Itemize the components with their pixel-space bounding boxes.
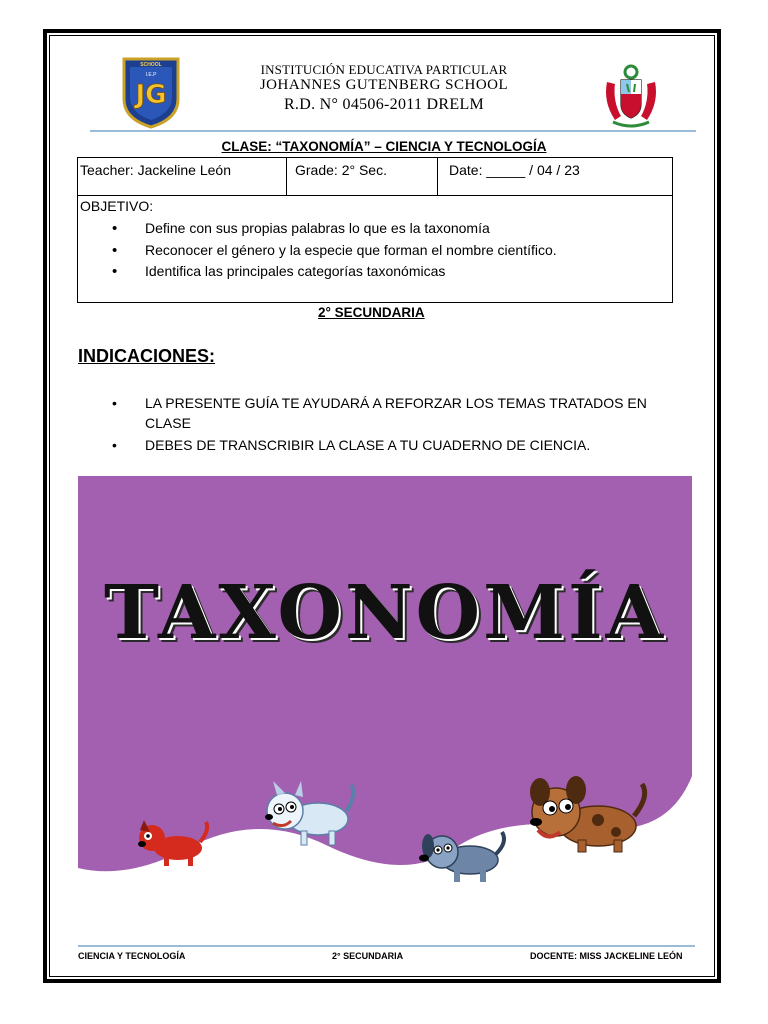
resolution-number: R.D. N° 04506-2011 DRELM — [283, 96, 485, 113]
section-label: 2° SECUNDARIA — [318, 305, 425, 320]
school-name: JOHANNES GUTENBERG SCHOOL — [259, 77, 509, 93]
objective-item: • Define con sus propias palabras lo que es la taxonomía — [112, 218, 557, 240]
logo-small-top: SCHOOL — [140, 62, 162, 68]
footer-divider — [78, 945, 695, 947]
footer-grade: 2° SECUNDARIA — [332, 951, 404, 961]
logo-small-mid: I.E.P — [145, 72, 157, 78]
logo-jg-text: JG — [135, 80, 167, 110]
institution-type: INSTITUCIÓN EDUCATIVA PARTICULAR — [260, 62, 508, 77]
objective-item: • Reconocer el género y la especie que forman el nombre científico. — [112, 240, 557, 262]
indication-item: • LA PRESENTE GUÍA TE AYUDARÁ A REFORZAR LOS TEMAS TRATADOS EN CLASE — [112, 393, 692, 433]
footer-teacher: DOCENTE: MISS JACKELINE LEÓN — [530, 951, 683, 961]
header-divider — [90, 130, 696, 132]
indications-title: INDICACIONES: — [78, 346, 216, 366]
taxonomy-banner — [78, 476, 692, 916]
objective-list — [112, 218, 557, 283]
banner-title: TAXONOMÍA — [103, 570, 667, 656]
indications-list — [112, 393, 692, 457]
info-table — [77, 157, 673, 303]
info-table-row — [78, 158, 672, 196]
objective-item: • Identifica las principales categorías taxonómicas — [112, 261, 557, 283]
teacher-cell: Teacher: Jackeline León — [78, 158, 287, 195]
indication-item: • DEBES DE TRANSCRIBIR LA CLASE A TU CUADERNO DE CIENCIA. — [112, 435, 692, 455]
date-cell: Date: _____ / 04 / 23 — [449, 162, 580, 178]
footer-subject: CIENCIA Y TECNOLOGÍA — [78, 951, 186, 961]
objective-title: OBJETIVO: — [80, 198, 154, 214]
grade-cell: Grade: 2° Sec. — [287, 158, 438, 195]
class-title: CLASE: “TAXONOMÍA” – CIENCIA Y TECNOLOGÍA — [221, 139, 547, 154]
